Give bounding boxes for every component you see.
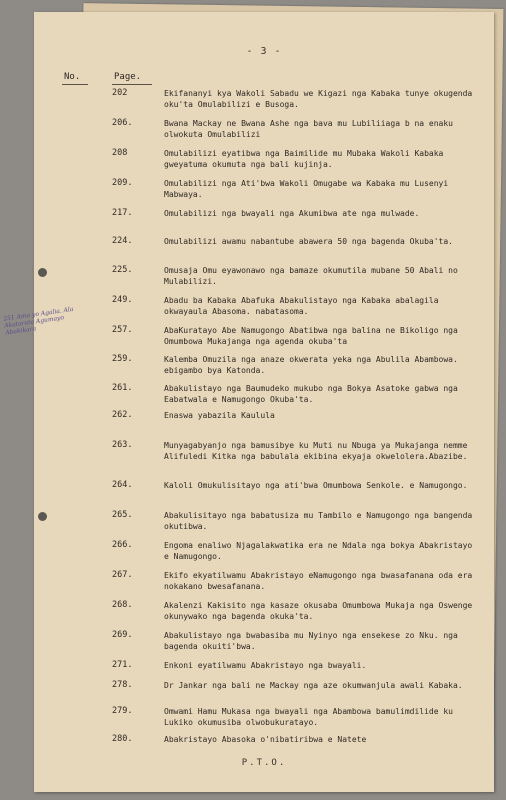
entry-text: Abadu ba Kabaka Abafuka Abakulistayo nga Kabaka abalagila okwayaula Abasoma. nabatasoma. xyxy=(164,296,439,316)
entry-page: 224. xyxy=(112,236,133,246)
entry-page: 209. xyxy=(112,178,133,188)
entry-page: 278. xyxy=(112,680,133,690)
entry-page: 267. xyxy=(112,570,133,580)
entry-text: Ekifananyi kya Wakoli Sabadu we Kigazi nga Kabaka tunye okugenda oku'ta Omulabilizi e Busoga. xyxy=(164,89,473,109)
entry-text: Omwami Hamu Mukasa nga bwayali nga Abambowa bamulimdilide ku Lukiko okumusiba olwobukuratayo. xyxy=(164,707,453,727)
column-header-page: Page. xyxy=(114,72,142,82)
entry-page: 225. xyxy=(112,265,133,275)
punch-hole xyxy=(38,268,47,277)
entry-page: 279. xyxy=(112,706,133,716)
entry-page: 249. xyxy=(112,295,133,305)
entry-page: 257. xyxy=(112,325,133,335)
entry-page: 266. xyxy=(112,540,133,550)
entry-text: AbaKuratayo Abe Namugongo Abatibwa nga balina ne Bikoligo nga Omumbowa Mukajanga nga agenda okuba'ta xyxy=(164,326,458,346)
typed-page xyxy=(34,12,494,792)
entry-page: 268. xyxy=(112,600,133,610)
entry-page: 269. xyxy=(112,630,133,640)
entry-page: 271. xyxy=(112,660,133,670)
entry-text: Akalenzi Kakisito nga kasaze okusaba Omumbowa Mukaja nga Oswenge okunywako nga bagenda okuka'ta. xyxy=(164,601,473,621)
header-underline xyxy=(62,84,88,85)
entry-text: Omulabilizi eyatibwa nga Baimilide mu Mubaka Wakoli Kabaka gweyatuma okumuta nga bali kujinja. xyxy=(164,149,444,169)
entry-text: Omulabilizi nga bwayali nga Akumibwa ate nga mulwade. xyxy=(164,209,420,218)
column-header-no: No. xyxy=(64,72,81,82)
entry-text: Enkoni eyatilwamu Abakristayo nga bwayali. xyxy=(164,661,367,670)
footer-pto: P.T.O. xyxy=(241,758,287,768)
entry-text: Omulabilizi awamu nabantube abawera 50 nga bagenda Okuba'ta. xyxy=(164,237,453,246)
entry-text: Abakristayo Abasoka o'nibatiribwa e Natete xyxy=(164,735,367,744)
entry-page: 206. xyxy=(112,118,133,128)
entry-page: 261. xyxy=(112,383,133,393)
entry-page: 265. xyxy=(112,510,133,520)
entry-text: Engoma enaliwo Njagalakwatika era ne Ndala nga bokya Abakristayo e Namugongo. xyxy=(164,541,473,561)
entry-text: Omusaja Omu eyawonawo nga bamaze okumutila mubane 50 Abali no Mulabilizi. xyxy=(164,266,458,286)
entry-text: Kaloli Omukulisitayo nga ati'bwa Omumbowa Senkole. e Namugongo. xyxy=(164,481,468,490)
entry-page: 280. xyxy=(112,734,133,744)
handwritten-margin-note: 251 Ama yo Agalia. Ala Akatarata Agumayo Abakikara xyxy=(2,305,74,337)
entry-text: Dr Jankar nga bali ne Mackay nga aze okumwanjula awali Kabaka. xyxy=(164,681,463,690)
entry-page: 263. xyxy=(112,440,133,450)
entry-page: 259. xyxy=(112,354,133,364)
entry-text: Enaswa yabazila Kaulula xyxy=(164,411,275,420)
page-number: - 3 - xyxy=(246,46,282,57)
entry-text: Kalemba Omuzila nga anaze okwerata yeka nga Abulila Abambowa. ebigambo bya Katonda. xyxy=(164,355,458,375)
entry-page: 262. xyxy=(112,410,133,420)
entry-text: Abakulistayo nga bwabasiba mu Nyinyo nga ensekese zo Nku. nga bagenda okuiti'bwa. xyxy=(164,631,458,651)
entry-page: 202 xyxy=(112,88,128,98)
entry-text: Abakulisitayo nga babatusiza mu Tambilo e Namugongo nga bangenda okutibwa. xyxy=(164,511,473,531)
entry-text: Munyagabyanjo nga bamusibye ku Muti nu Nbuga ya Mukajanga nemme Alifuledi Kitka nga babulala ekibina ekyaja okwelolera.Abazibe. xyxy=(164,441,468,461)
entry-text: Abakulistayo nga Baumudeko mukubo nga Bokya Asatoke gabwa nga Eabatwala e Namugongo Okuba'ta. xyxy=(164,384,458,404)
header-underline xyxy=(112,84,152,85)
entry-page: 217. xyxy=(112,208,133,218)
entry-page: 264. xyxy=(112,480,133,490)
entry-text: Bwana Mackay ne Bwana Ashe nga bava mu Lubiliiaga b na enaku olwokuta Omulabilizi xyxy=(164,119,453,139)
punch-hole xyxy=(38,512,47,521)
entry-text: Omulabilizi nga Ati'bwa Wakoli Omugabe wa Kabaka mu Lusenyi Mabwaya. xyxy=(164,179,449,199)
entry-text: Ekifo ekyatilwamu Abakristayo eNamugongo nga bwasafanana oda era nokakano bwesafanana. xyxy=(164,571,473,591)
entry-page: 208 xyxy=(112,148,128,158)
